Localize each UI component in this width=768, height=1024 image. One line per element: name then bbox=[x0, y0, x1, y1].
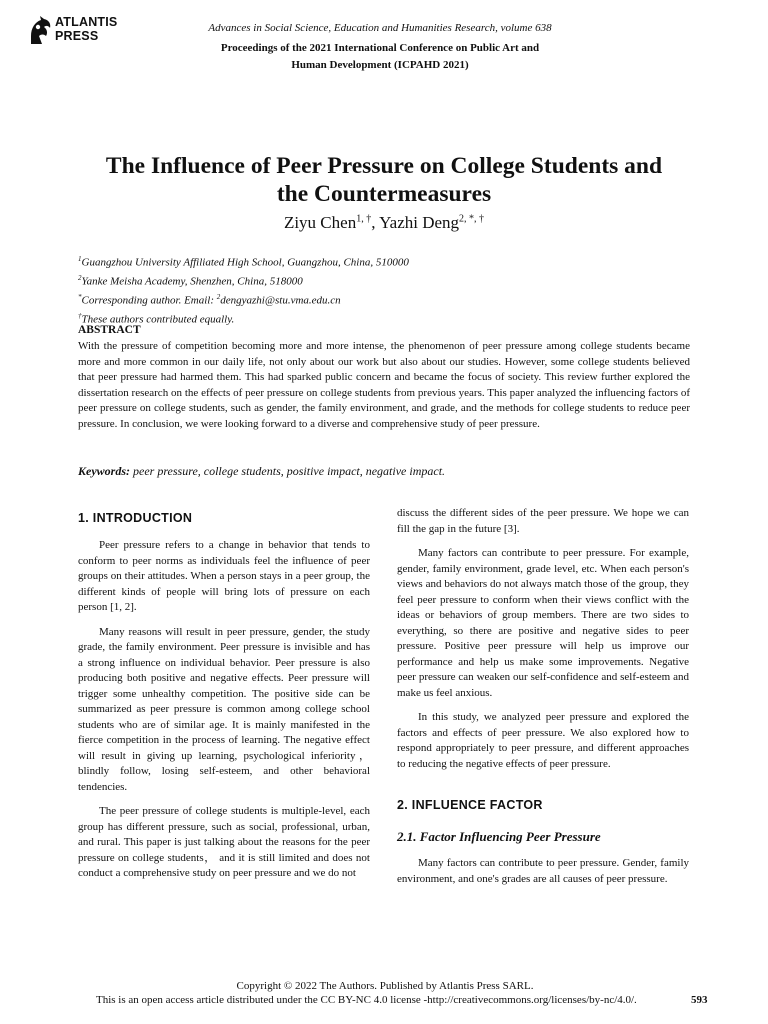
proceedings-line1: Proceedings of the 2021 International Conference on Public Art and bbox=[220, 42, 540, 54]
author-separator: , bbox=[371, 213, 380, 232]
paragraph: Many factors can contribute to peer pressure. Gender, family environment, and one's grades are all causes of peer pressure. bbox=[397, 857, 689, 885]
section-heading: 1. INTRODUCTION bbox=[78, 511, 193, 525]
paper-title bbox=[60, 152, 708, 208]
author-marks: 2, *, † bbox=[459, 213, 485, 225]
affiliation-item bbox=[78, 309, 698, 328]
keywords bbox=[78, 464, 690, 479]
proceedings-line2: Human Development (ICPAHD 2021) bbox=[291, 59, 469, 71]
affiliation-mark: 2 bbox=[216, 292, 221, 301]
paragraph: Many reasons will result in peer pressure, gender, the study grade, the family environment. Peer pressure is invisible and has a strong influence on individual behavior. Peer pressure is also producing both positive and negative effects. Peer pressure will trigger some unhealthy competition. The positive side can be summarized as peer pressure is common among college school students who are of similar age. It is mainly manifested in the fierce competition in the process of learning. The negative effect will result in giving up learning, psychological inferiority，blindly follow, losing self-esteem, and other behavioral tendencies. bbox=[78, 625, 370, 793]
paragraph: discuss the different sides of the peer pressure. We hope we can fill the gap in the future [3]. bbox=[397, 507, 689, 535]
page-number: 593 bbox=[691, 994, 708, 1006]
paragraph: Peer pressure refers to a change in behavior that tends to conform to peer norms as individuals feel the influence of peer groups on their attitudes. When a person stays in a peer group, the different kinds of people will bring lots of pressure on each person [1, 2]. bbox=[78, 539, 370, 613]
license-line: This is an open access article distributed under the CC BY-NC 4.0 license -http://creativecommons.org/licenses/by-nc/4.0/. bbox=[96, 994, 637, 1006]
logo-line2: PRESS bbox=[55, 28, 99, 43]
series-header: Advances in Social Science, Education and Humanities Research, volume 638 bbox=[208, 22, 552, 34]
left-column bbox=[78, 538, 370, 891]
affiliation-item bbox=[78, 252, 698, 271]
keywords-text: peer pressure, college students, positive impact, negative impact. bbox=[130, 464, 446, 478]
title-line2: the Countermeasures bbox=[276, 181, 492, 207]
right-column bbox=[397, 506, 689, 781]
corresponding-email: dengyazhi@stu.vma.edu.cn bbox=[220, 294, 341, 307]
proceedings-header bbox=[180, 40, 580, 74]
author-name: Ziyu Chen bbox=[283, 213, 357, 232]
affiliation-mark: 2 bbox=[78, 273, 82, 282]
affiliations bbox=[78, 252, 698, 327]
affiliation-item bbox=[78, 271, 698, 290]
affiliation-text: Corresponding author. Email: bbox=[81, 294, 217, 307]
paragraph: In this study, we analyzed peer pressure and explored the factors and effects of peer pressure. We also explored how to respond appropriately to peer pressure, and different approaches to reducing the negative effects of peer pressure. bbox=[397, 711, 689, 770]
affiliation-text: Guangzhou University Affiliated High School, Guangzhou, China, 510000 bbox=[81, 256, 409, 269]
paragraph: Many factors can contribute to peer pressure. For example, gender, family environment, grade level, etc. When each person's views and behaviors do not always match those of the group, they feel peer pressure to conform when their views conflict with the ideas or behaviors of group members. There are two sides to everything, so there are positive and negative sides to peer pressure. Positive peer pressure will help us improve our performance and help us make some improvements. Negative peer pressure can weaken our self-confidence and self-esteem and make us feel anxious. bbox=[397, 547, 689, 699]
paragraph: The peer pressure of college students is multiple-level, each group has different pressure, such as social, professional, urban, and rural. This paper is just talking about the reasons for the peer pressure on college students， and it is still limited and does not conduct a comprehensive study on peer pressure and we do not bbox=[78, 805, 370, 879]
affiliation-mark: * bbox=[78, 292, 82, 301]
subsection-heading: 2.1. Factor Influencing Peer Pressure bbox=[397, 829, 601, 844]
section-heading: 2. INFLUENCE FACTOR bbox=[397, 798, 543, 812]
affiliation-mark: 1 bbox=[78, 255, 82, 263]
copyright-line: Copyright © 2022 The Authors. Published by Atlantis Press SARL. bbox=[236, 980, 534, 992]
affiliation-text: These authors contributed equally. bbox=[81, 313, 235, 326]
atlantis-logo-icon bbox=[28, 14, 52, 46]
affiliation-item bbox=[78, 290, 698, 309]
logo-text bbox=[55, 16, 117, 43]
logo-line1: ATLANTIS bbox=[55, 15, 118, 29]
keywords-label: Keywords: bbox=[78, 464, 130, 478]
author-list bbox=[180, 213, 588, 233]
abstract-heading: ABSTRACT bbox=[78, 324, 141, 336]
author-marks: 1, † bbox=[356, 213, 372, 225]
affiliation-mark: † bbox=[78, 311, 82, 320]
author-name: Yazhi Deng bbox=[379, 213, 460, 232]
affiliation-text: Yanke Meisha Academy, Shenzhen, China, 518000 bbox=[81, 275, 303, 288]
atlantis-press-logo bbox=[28, 14, 128, 48]
section2-body bbox=[397, 856, 689, 896]
abstract-text: With the pressure of competition becoming more and more intense, the phenomenon of peer pressure among college students became more and more common in our daily life, not only about our work but also about our studies. However, some college students believed that peer pressure had harmed them. This had sparked public concern and became the focus of society. This review further explored the dissertation research on the effects of peer pressure on college students from previous years. This paper analyzed the influencing factors of peer pressure on college students, such as gender, the family environment, and grade, and the methods for college students to reduce peer pressure. In conclusion, we were looking forward to a diverse and comprehensive study of peer pressure. bbox=[78, 340, 690, 430]
title-line1: The Influence of Peer Pressure on College Students and bbox=[105, 153, 663, 179]
